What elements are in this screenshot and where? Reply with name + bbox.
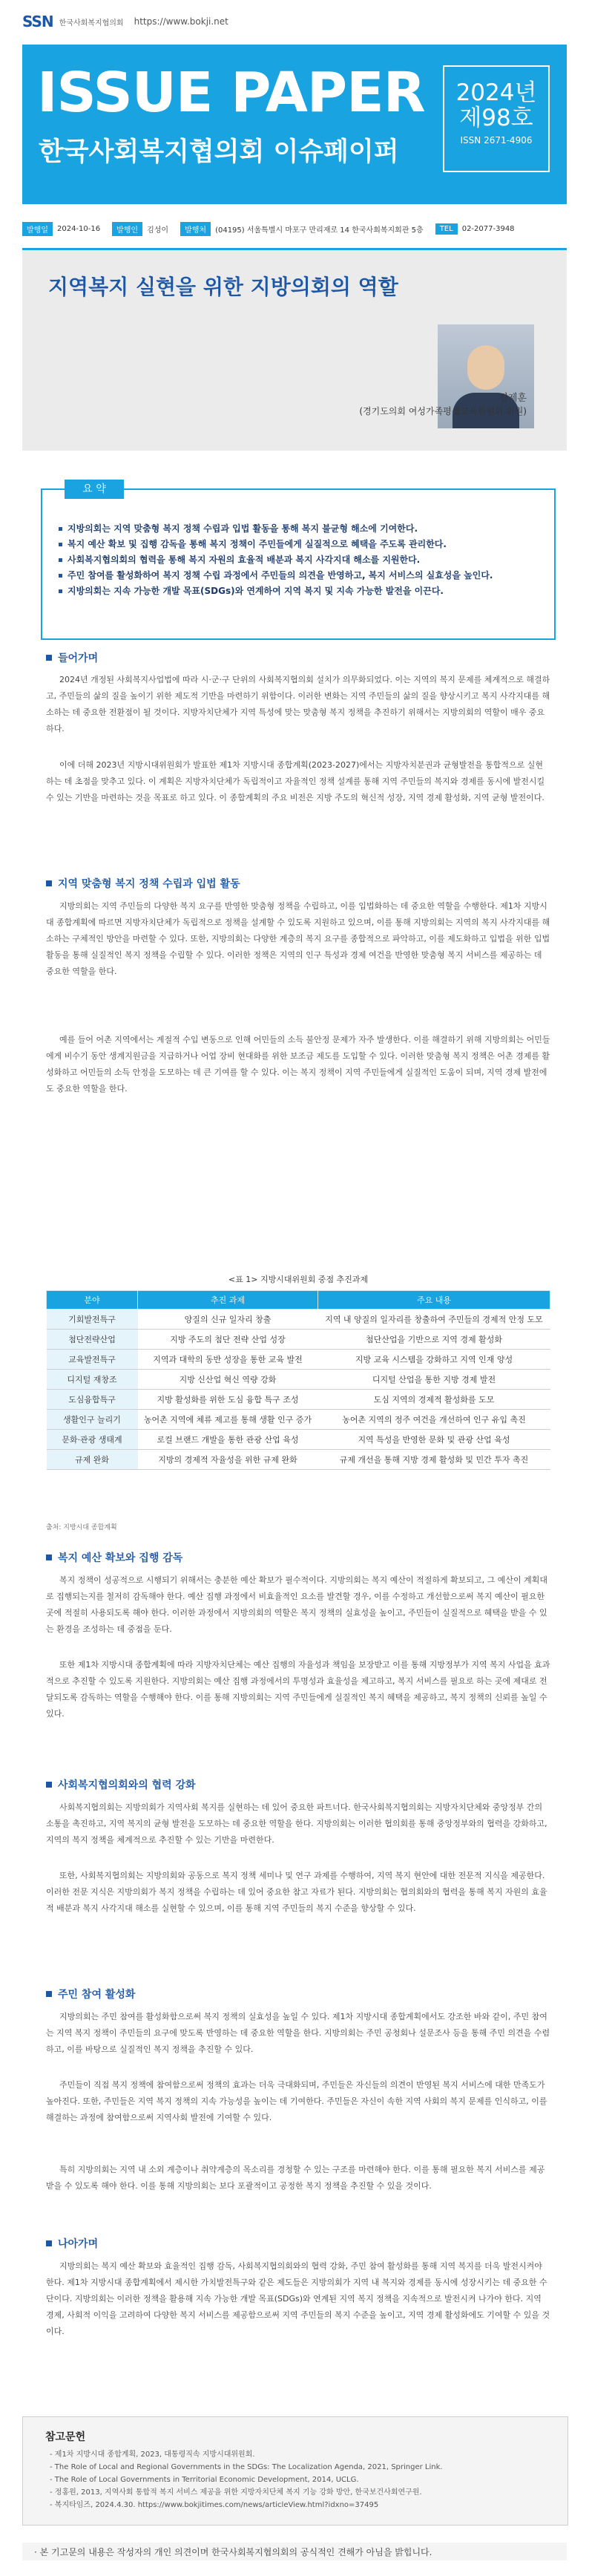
paragraph: 또한 제1차 지방시대 종합계획에 따라 지방자치단체는 예산 집행의 자율성과 책임을 보장받고 이를 통해 지방정부가 지역 복지 사업을 효과적으로 추진할 수 있도록 지원한다. 지방의회는 예산 집행 과정에서의 투명성과 효율성을 제고하고, 복지 서비스를 필요로 하는 곳에 제대로 전달되도록 감독하는 역할을 수행해야 한다. 이를 통해 지방의회는 지역 주민들에게 실질적인 복지 혜택을 제공하고, 복지 정책의 신뢰를 높일 수 있다. bbox=[46, 1660, 550, 1719]
square-bullet-icon bbox=[46, 880, 52, 886]
table-row: 도심융합특구 지방 활성화를 위한 도심 융합 특구 조성 도심 지역의 경제적 활성화를 도모 bbox=[47, 1390, 550, 1410]
table-row: 디지털 재창조 지방 신산업 혁신 역량 강화 디지털 산업을 통한 지방 경제 발전 bbox=[47, 1370, 550, 1390]
article-title: 지역복지 실현을 위한 지방의회의 역할 bbox=[48, 275, 398, 299]
square-bullet-icon bbox=[46, 1555, 52, 1560]
paragraph: 지방의회는 복지 예산 확보와 효율적인 집행 감독, 사회복지협의회와의 협력 강화, 주민 참여 활성화를 통해 지역 복지를 더욱 발전시켜야 한다. 제1차 지방시대 종합계획에서 제시한 가치발전특구와 같은 제도들은 지방의회가 지역 내 복지와 경제를 동시에 성장시키는 데 중요한 수단이다. 지방의회는 이러한 정책을 활용해 지속 가능한 개발 목표(SDGs)와 연계된 지역 복지 정책을 지속적으로 발전시켜 나가야 한다. 지역 경제, 사회적 이익을 고려하여 다양한 복지 서비스를 제공함으로써 지역 주민들의 복지 수준을 높이고, 지역 경제 활성화에도 기여할 수 있을 것이다. bbox=[46, 2261, 550, 2336]
summary-label: 요 약 bbox=[65, 480, 124, 499]
square-bullet-icon bbox=[46, 1782, 52, 1788]
publication-meta bbox=[22, 221, 567, 236]
author-name: 김제훈 bbox=[498, 393, 527, 404]
paragraph: 지방의회는 주민 참여를 활성화함으로써 복지 정책의 실효성을 높일 수 있다. 제1차 지방시대 종합계획에서도 강조한 바와 같이, 주민 참여는 지역 복지 정책이 주민들의 요구에 맞도록 반영하는 데 중요한 역할을 한다. 지방의회는 주민 공청회나 설문조사 등을 통해 주민 의견을 수렴하고, 이를 바탕으로 실질적인 복지 정책을 추진할 수 있다. bbox=[46, 2012, 550, 2054]
summary-item: 사회복지협의회의 협력을 통해 복지 자원의 효율적 배분과 복지 사각지대 해소를 지원한다. bbox=[59, 552, 541, 568]
tel-number: 02-2077-3948 bbox=[461, 224, 515, 233]
reference-item: - 제1차 지방시대 종합계획, 2023, 대통령직속 지방시대위원회. bbox=[50, 2451, 255, 2459]
publisher-label: 발행인 bbox=[112, 222, 142, 236]
paragraph: 2024년 개정된 사회복지사업법에 따라 시·군·구 단위의 사회복지협의회 설치가 의무화되었다. 이는 지역의 복지 문제를 체계적으로 해결하고, 주민들의 삶의 질을 높이기 위한 제도적 기반을 마련하기 위함이다. 이러한 변화는 지역 주민들의 삶의 질을 향상시키고 복지 사각지대를 해소하는 데 중요한 전환점이 될 것이다. 지방자치단체가 지역 특성에 맞는 맞춤형 복지 정책을 추진하기 위해서는 지방의회의 역할이 매우 중요하다. bbox=[46, 675, 550, 733]
paragraph: 예를 들어 어촌 지역에서는 계절적 수입 변동으로 인해 어민들의 소득 불안정 문제가 자주 발생한다. 이를 해결하기 위해 지방의회는 어민들에게 비수기 동안 생계지원금을 지급하거나 어업 장비 현대화를 위한 보조금 제도를 도입할 수 있다. 이러한 맞춤형 복지 정책은 어촌 경제를 활성화하고 어민들의 소득 안정을 도모하는 데 큰 기여를 할 수 있다. 이는 복지 정책이 지역 주민들에게 실질적인 도움이 되며, 지역 경제 발전에도 중요한 역할을 한다. bbox=[46, 1035, 550, 1094]
reference-item: - The Role of Local and Regional Governments in the SDGs: The Localization Agenda, 2021, Springer Link. bbox=[50, 2463, 443, 2471]
table-row: 문화·관광 생태계 로컬 브랜드 개발을 통한 관광 산업 육성 지역 특성을 반영한 문화 및 관광 산업 육성 bbox=[47, 1430, 550, 1450]
author-role: (경기도의회 여성가족평생교육위원회 위원) bbox=[359, 406, 527, 416]
paragraph: 이에 더해 2023년 지방시대위원회가 발표한 제1차 지방시대 종합계획(2023-2027)에서는 지방자치분권과 균형발전을 통합적으로 실현하는 데 초점을 맞추고 있다. 이 계획은 지방자치단체가 독립적이고 자율적인 정책 설계를 통해 지역 주민들의 복지와 경제를 동시에 발전시킬 수 있는 기반을 마련하는 것을 목표로 하고 있다. 이 종합계획의 주요 비전은 지방 주도의 혁신적 성장, 지역 경제 활성화, 지역 균형 발전이다. bbox=[46, 760, 545, 802]
paragraph: 또한, 사회복지협의회는 지방의회와 공동으로 복지 정책 세미나 및 연구 과제를 수행하여, 지역 복지 현안에 대한 전문적 지식을 제공한다. 이러한 전문 지식은 지방의회가 복지 정책을 수립하는 데 있어 중요한 참고 자료가 된다. 지방의회는 협의회와의 협력을 통해 복지 자원의 효율적 배분과 복지 사각지대 해소를 실현할 수 있으며, 이를 통해 지역 주민들의 복지 수준을 향상할 수 있다. bbox=[46, 1871, 547, 1913]
reference-item: - 정홍원, 2013, 지역사회 통합적 복지 서비스 제공을 위한 지방자치단체 복지 기능 강화 방안, 한국보건사회연구원. bbox=[50, 2488, 422, 2497]
section-heading: 복지 예산 확보와 집행 감독 bbox=[46, 1550, 182, 1565]
table-source: 출처: 지방시대 종합계획 bbox=[46, 1524, 117, 1531]
reference-item[interactable]: - 복지타임즈, 2024.4.30. https://www.bokjitimes.com/news/articleView.html?idxno=37495 bbox=[50, 2501, 379, 2509]
square-bullet-icon bbox=[46, 2240, 52, 2246]
priority-tasks-table bbox=[46, 1290, 550, 1470]
table-row: 생활인구 늘리기 농어촌 지역에 체류 제고를 통해 생활 인구 증가 농어촌 지역의 정주 여건을 개선하여 인구 유입 촉진 bbox=[47, 1410, 550, 1430]
summary-item: 지방의회는 지속 가능한 개발 목표(SDGs)와 연계하여 지역 복지 및 지속 가능한 발전을 이끈다. bbox=[59, 583, 541, 599]
publish-date: 2024-10-16 bbox=[56, 224, 101, 233]
publisher: 김성이 bbox=[147, 226, 169, 235]
table-row: 교육발전특구 지역과 대학의 동반 성장을 통한 교육 발전 지방 교육 시스템을 강화하고 지역 인재 양성 bbox=[47, 1350, 550, 1370]
paragraph: 특히 지방의회는 지역 내 소외 계층이나 취약계층의 목소리를 경청할 수 있는 구조를 마련해야 한다. 이를 통해 필요한 복지 서비스를 제공받을 수 있도록 해야 한다. 이를 통해 지방의회는 보다 포괄적이고 공정한 복지 정책을 추진할 수 있을 것이다. bbox=[46, 2165, 545, 2191]
hero-banner bbox=[22, 45, 567, 204]
issue-number: 제98호 bbox=[459, 105, 533, 132]
reference-item: - The Role of Local Governments in Territorial Economic Development, 2014, UCLG. bbox=[50, 2476, 359, 2484]
issue-year: 2024년 bbox=[455, 79, 537, 106]
square-bullet-icon bbox=[46, 1991, 52, 1997]
disclaimer: · 본 기고문의 내용은 작성자의 개인 의견이며 한국사회복지협의회의 공식적인 견해가 아님을 밝힙니다. bbox=[22, 2543, 567, 2560]
tel-label: TEL bbox=[435, 223, 458, 235]
section-heading: 주민 참여 활성화 bbox=[46, 1987, 135, 2001]
section-heading: 들어가며 bbox=[46, 650, 98, 665]
summary-item: 지방의회는 지역 맞춤형 복지 정책 수립과 입법 활동을 통해 복지 불균형 해소에 기여한다. bbox=[59, 521, 541, 537]
table-row: 기회발전특구 양질의 신규 일자리 창출 지역 내 양질의 일자리를 창출하여 주민들의 경제적 안정 도모 bbox=[47, 1310, 550, 1330]
office-address: (04195) 서울특별시 마포구 만리재로 14 한국사회복지회관 5층 bbox=[215, 226, 424, 235]
paragraph: 주민들이 직접 복지 정책에 참여함으로써 정책의 효과는 더욱 극대화되며, 주민들은 자신들의 의견이 반영된 복지 서비스에 대한 만족도가 높아진다. 또한, 주민들은 지역 복지 정책의 지속 가능성을 높이는 데 기여한다. 주민들은 자신이 속한 지역 사회의 복지 문제를 인식하고, 이를 해결하는 과정에 참여함으로써 지역사회 발전에 기여할 수 있다. bbox=[46, 2080, 547, 2122]
summary-box bbox=[41, 483, 556, 640]
office-label: 발행처 bbox=[180, 222, 211, 236]
references-box bbox=[22, 2416, 568, 2526]
paragraph: 지방의회는 지역 주민들의 다양한 복지 요구를 반영한 맞춤형 정책을 수립하고, 이를 입법화하는 데 중요한 역할을 수행한다. 제1차 지방시대 종합계획에 따르면 지방자치단체가 독립적으로 정책을 설계할 수 있도록 지원하고 있으며, 이를 통해 지방의회는 지역의 복지 사각지대를 해소하는 구체적인 방안을 마련할 수 있다. 또한, 지방의회는 다양한 계층의 복지 요구를 종합적으로 파악하고, 이를 제도화하고 입법을 위한 입법 활동을 통해 실질적인 복지 정책을 수립할 수 있다. 이러한 정책은 지역의 인구 특성과 경제 여건을 반영한 맞춤형 복지 서비스를 제공하는 데 중요한 역할을 한다. bbox=[46, 901, 550, 976]
issue-paper-subtitle: 한국사회복지협의회 이슈페이퍼 bbox=[39, 137, 399, 167]
ssn-logo: SSN bbox=[22, 13, 53, 30]
paragraph: 복지 정책이 성공적으로 시행되기 위해서는 충분한 예산 확보가 필수적이다. 지방의회는 복지 예산이 적절하게 확보되고, 그 예산이 계획대로 집행되는지를 철저히 감독해야 한다. 예산 집행 과정에서 비효율적인 요소를 발견할 경우, 이를 수정하고 개선함으로써 복지 예산이 필요한 곳에 적절히 사용되도록 해야 한다. 이러한 과정에서 지방의회의 역할은 복지 정책의 실효성을 높이고, 주민들이 실질적으로 혜택을 받을 수 있는 환경을 조성하는 데 중점을 둔다. bbox=[46, 1575, 547, 1634]
issue-paper-title: ISSUE PAPER bbox=[37, 61, 425, 125]
site-url[interactable]: https://www.bokji.net bbox=[134, 16, 228, 27]
top-bar bbox=[22, 10, 228, 33]
references-heading: 참고문헌 bbox=[45, 2431, 86, 2443]
paragraph: 사회복지협의회는 지방의회가 지역사회 복지를 실현하는 데 있어 중요한 파트너다. 한국사회복지협의회는 지방자치단체와 중앙정부 간의 소통을 촉진하고, 지역 복지의 균형 발전을 도모하는 데 중요한 역할을 한다. 지방의회는 이러한 협의회를 통해 중앙정부와의 협력을 강화하고, 지역의 복지 정책을 체계적으로 추진할 수 있는 기반을 마련한다. bbox=[46, 1802, 547, 1845]
summary-list bbox=[59, 521, 541, 599]
table-row: 첨단전략산업 지방 주도의 첨단 전략 산업 성장 첨단산업을 기반으로 지역 경제 활성화 bbox=[47, 1330, 550, 1350]
issue-number-box bbox=[443, 65, 550, 172]
table-row: 규제 완화 지방의 경제적 자율성을 위한 규제 완화 규제 개선을 통해 지방 경제 활성화 및 민간 투자 촉진 bbox=[47, 1450, 550, 1470]
issn: ISSN 2671-4906 bbox=[460, 135, 533, 146]
table-caption: <표 1> 지방시대위원회 중점 추진과제 bbox=[228, 1275, 369, 1284]
section-heading: 지역 맞춤형 복지 정책 수립과 입법 활동 bbox=[46, 876, 240, 891]
section-heading: 나아가며 bbox=[46, 2236, 98, 2251]
article-header bbox=[22, 248, 567, 451]
summary-item: 주민 참여를 활성화하여 복지 정책 수립 과정에서 주민들의 의견을 반영하고, 복지 서비스의 실효성을 높인다. bbox=[59, 568, 541, 583]
org-name: 한국사회복지협의회 bbox=[59, 19, 124, 27]
section-heading: 사회복지협의회와의 협력 강화 bbox=[46, 1777, 196, 1792]
square-bullet-icon bbox=[46, 655, 52, 661]
table-header: 주요 내용 bbox=[318, 1291, 550, 1310]
table-header: 추진 과제 bbox=[138, 1291, 318, 1310]
references-list bbox=[50, 2448, 554, 2511]
summary-item: 복지 예산 확보 및 집행 감독을 통해 복지 정책이 주민들에게 실질적으로 혜택을 주도록 관리한다. bbox=[59, 537, 541, 552]
date-label: 발행일 bbox=[22, 222, 53, 236]
table-header: 분야 bbox=[47, 1291, 138, 1310]
